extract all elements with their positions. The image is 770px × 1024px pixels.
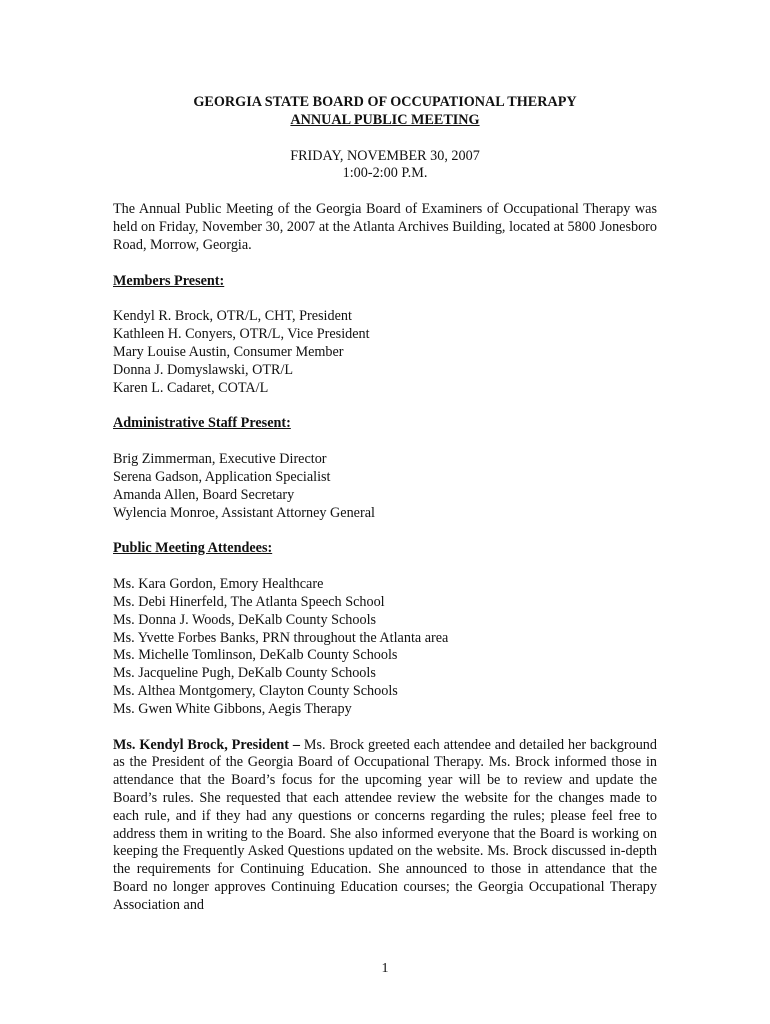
intro-paragraph: The Annual Public Meeting of the Georgia Board of Examiners of Occupational Therapy was held on Friday, November 30, 2007 at the Atlanta Archives Building, located at 5800 Jonesboro Road, Morrow, Georgia.: [113, 201, 657, 253]
president-paragraph: [113, 737, 657, 915]
list-item: Ms. Michelle Tomlinson, DeKalb County Schools: [113, 647, 398, 664]
attendees-heading: Public Meeting Attendees:: [113, 540, 273, 557]
list-item: Amanda Allen, Board Secretary: [113, 486, 295, 503]
document-body: [113, 94, 657, 914]
list-item: Ms. Debi Hinerfeld, The Atlanta Speech School: [113, 593, 385, 610]
list-item: Serena Gadson, Application Specialist: [113, 468, 331, 485]
list-item: Donna J. Domyslawski, OTR/L: [113, 361, 294, 378]
list-item: Ms. Jacqueline Pugh, DeKalb County Schools: [113, 665, 376, 682]
staff-section: [113, 415, 657, 522]
list-item: Wylencia Monroe, Assistant Attorney General: [113, 504, 375, 521]
members-section: [113, 273, 657, 398]
meeting-title: ANNUAL PUBLIC MEETING: [290, 111, 480, 128]
president-lead: Ms. Kendyl Brock, President –: [113, 736, 300, 753]
list-item: Brig Zimmerman, Executive Director: [113, 451, 327, 468]
list-item: Karen L. Cadaret, COTA/L: [113, 379, 269, 396]
list-item: Ms. Donna J. Woods, DeKalb County Schools: [113, 611, 377, 628]
staff-heading: Administrative Staff Present:: [113, 415, 291, 432]
list-item: Ms. Kara Gordon, Emory Healthcare: [113, 576, 324, 593]
list-item: Ms. Yvette Forbes Banks, PRN throughout the Atlanta area: [113, 629, 449, 646]
document-header: [113, 94, 657, 183]
board-title: GEORGIA STATE BOARD OF OCCUPATIONAL THERAPY: [193, 94, 577, 110]
list-item: Ms. Althea Montgomery, Clayton County Schools: [113, 682, 398, 699]
list-item: Kendyl R. Brock, OTR/L, CHT, President: [113, 308, 352, 325]
attendees-section: [113, 540, 657, 718]
page-number: 1: [381, 961, 389, 976]
list-item: Kathleen H. Conyers, OTR/L, Vice President: [113, 326, 370, 343]
list-item: Mary Louise Austin, Consumer Member: [113, 343, 344, 360]
president-body: Ms. Brock greeted each attendee and detailed her background as the President of the Georgia Board of Occupational Therapy. Ms. Brock informed those in attendance that the Board’s focus for the upcoming year will be to review and update the Board’s rules. She requested that each attendee review the website for the changes made to each rule, and if they had any questions or concerns regarding the rules; please feel free to address them in writing to the Board. She also informed everyone that the Board is working on keeping the Frequently Asked Questions updated on the website. Ms. Brock discussed in-depth the requirements for Continuing Education. She announced to those in attendance that the Board no longer approves Continuing Education courses; the Georgia Occupational Therapy Association and: [113, 736, 657, 913]
meeting-date: FRIDAY, NOVEMBER 30, 2007: [290, 147, 480, 164]
list-item: Ms. Gwen White Gibbons, Aegis Therapy: [113, 700, 352, 717]
members-heading: Members Present:: [113, 272, 225, 289]
meeting-time: 1:00-2:00 P.M.: [342, 165, 428, 182]
